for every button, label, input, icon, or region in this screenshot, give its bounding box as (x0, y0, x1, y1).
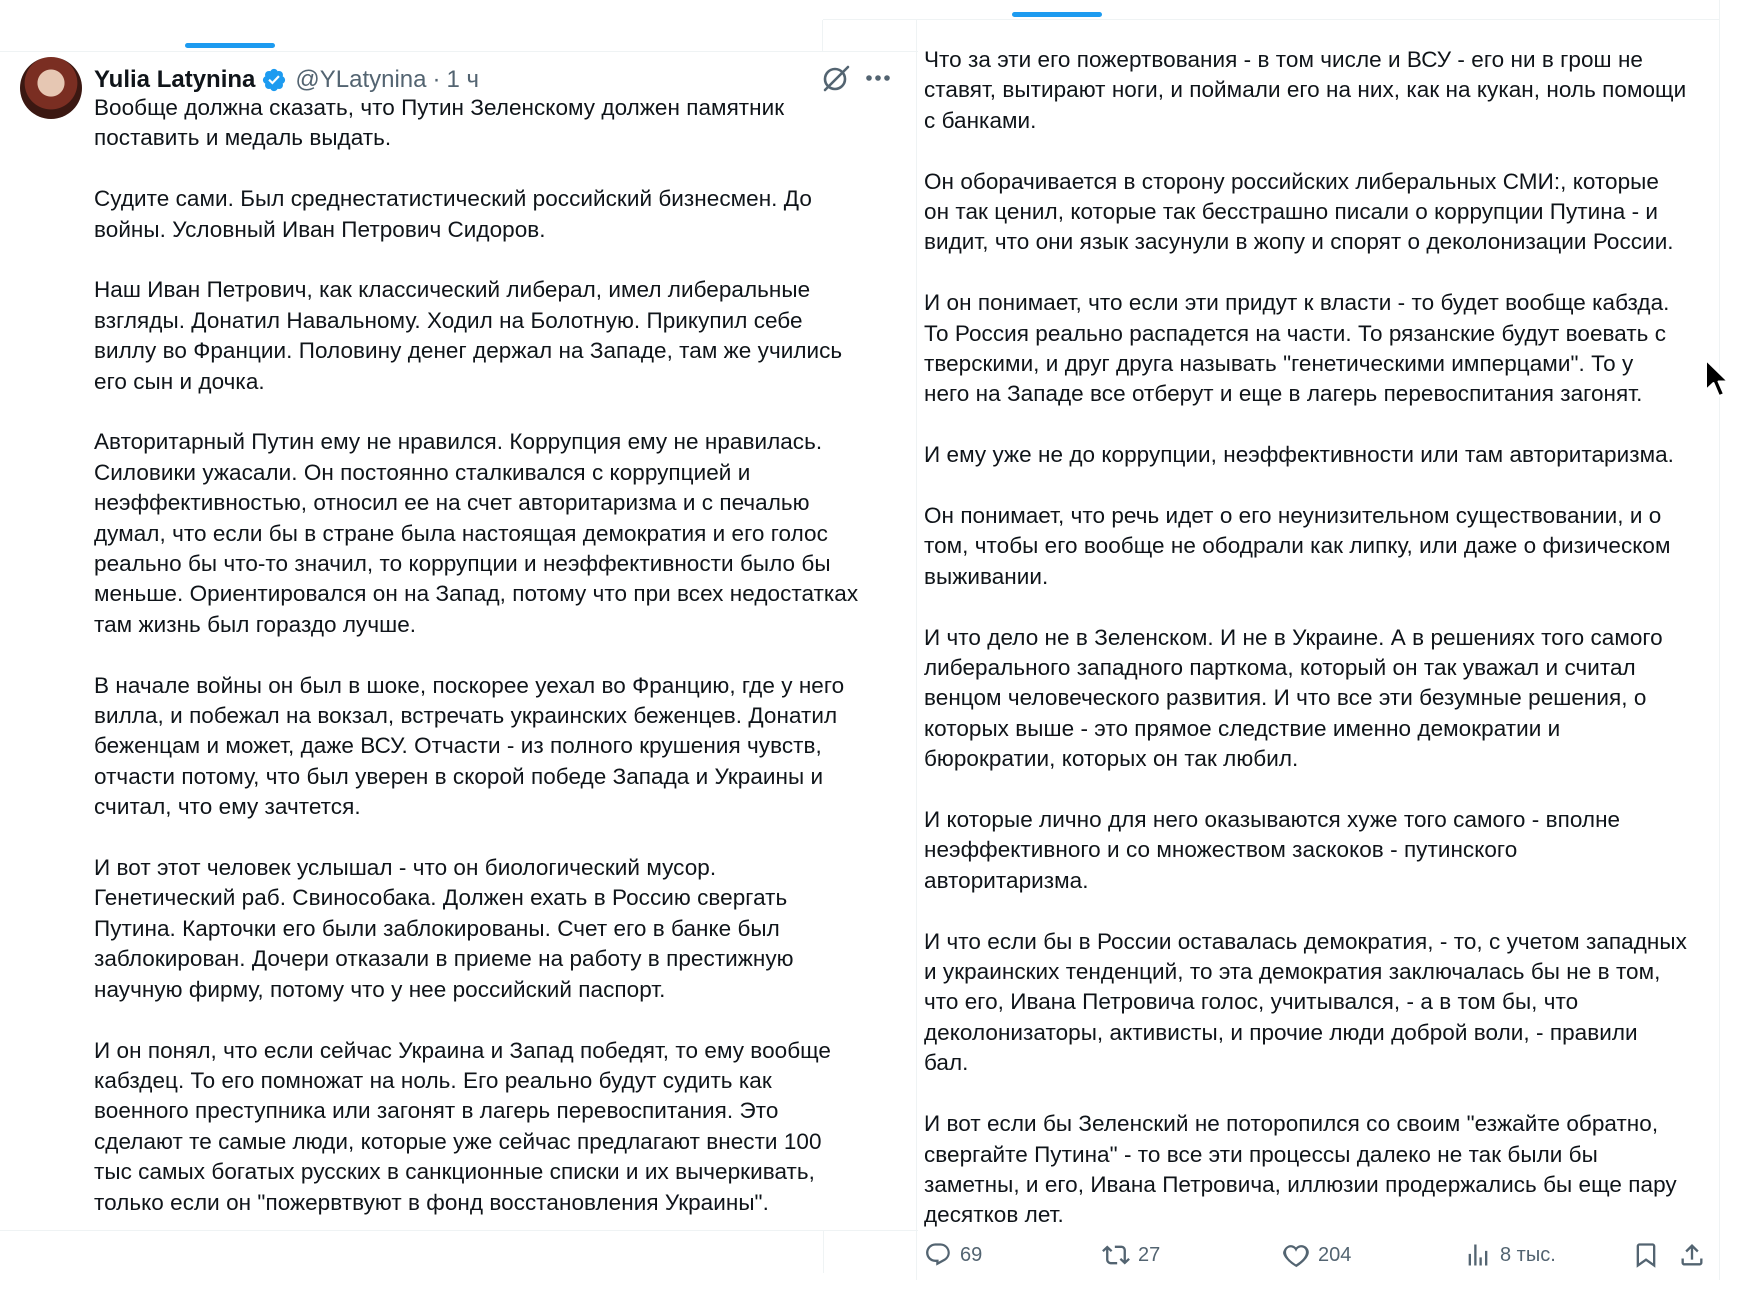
tweet-action-bar (924, 1233, 1726, 1277)
left-text-line: научную фирму, потому что у нее российский паспорт. (94, 976, 666, 1002)
left-paragraph (94, 427, 894, 640)
left-paragraph (94, 275, 894, 397)
right-paragraph (924, 1109, 1732, 1231)
right-paragraph (924, 501, 1732, 592)
right-text-line: том, чтобы его вообще не ободрали как липку, или даже о физическом (924, 533, 1671, 559)
right-paragraph (924, 167, 1732, 258)
panel-divider (916, 20, 917, 1280)
author-handle[interactable]: @YLatynina (295, 66, 427, 93)
right-paragraph (924, 623, 1732, 775)
more-icon[interactable] (858, 60, 898, 96)
tweet-time[interactable]: 1 ч (446, 66, 480, 93)
tab-indicator-right (1012, 12, 1102, 17)
left-text-line: И вот этот человек услышал - что он биологический мусор. (94, 855, 717, 881)
right-text-line: бал. (924, 1050, 969, 1076)
right-text-line: деколонизаторы, активисты, и прочие люди доброй воли, - правили (924, 1019, 1638, 1045)
right-text-line: авторитаризма. (924, 867, 1089, 893)
left-text-line: меньше. Ориентировался он на Запад, потому что при всех недостатках (94, 581, 859, 607)
left-text-line: там жизнь был гораздо лучше. (94, 611, 417, 637)
retweet-count: 27 (1138, 1243, 1161, 1266)
right-text-line: которых выше - это прямое следствие именно демократии и (924, 715, 1561, 741)
author-name[interactable]: Yulia Latynina (94, 66, 256, 93)
left-paragraph (94, 1036, 894, 1218)
right-paragraph (924, 805, 1732, 896)
right-text-line: И что дело не в Зеленском. И не в Украине. А в решениях того самого (924, 624, 1663, 650)
divider-vertical-top (822, 20, 823, 52)
right-text-line: свергайте Путина" - то все эти процессы далеко не так были бы (924, 1141, 1598, 1167)
grok-icon[interactable] (818, 60, 854, 96)
left-paragraph (94, 671, 894, 823)
right-text-line: бюрократии, которых он так любил. (924, 746, 1299, 772)
right-text-line: десятков лет. (924, 1202, 1064, 1228)
left-text-line: отчасти потому, что был уверен в скорой победе Запада и Украины и (94, 763, 824, 789)
tweet-right-panel (918, 20, 1736, 1300)
right-text-line: тверскими, и друг друга называть "генетическими имперцами". То у (924, 351, 1634, 377)
left-text-line: заблокирован. Дочери отказали в приеме на работу в престижную (94, 946, 794, 972)
right-text-line: И которые лично для него оказываются хуже того самого - вполне (924, 807, 1621, 833)
left-text-line: вилла, и побежал на вокзал, встречать украинских беженцев. Донатил (94, 703, 838, 729)
right-text-line: Он оборачивается в сторону российских либеральных СМИ:, которые (924, 168, 1659, 194)
left-text-line: Путина. Карточки его были заблокированы. Счет его в банке был (94, 915, 780, 941)
reply-count: 69 (960, 1243, 983, 1266)
right-text-line: Он понимает, что речь идет о его неунизительном существовании, и о (924, 503, 1662, 529)
left-text-line: поставить и медаль выдать. (94, 125, 392, 151)
right-text-line: венцом человеческого развития. И что все эти безумные решения, о (924, 685, 1647, 711)
right-text-line: с банками. (924, 107, 1037, 133)
like-icon (1282, 1241, 1310, 1269)
retweet-button[interactable] (1102, 1233, 1160, 1277)
like-count: 204 (1318, 1243, 1352, 1266)
mouse-cursor-icon (1704, 358, 1732, 400)
left-text-line: реально бы что-то значил, то коррупции и неэффективности было бы (94, 551, 831, 577)
left-text-line: взгляды. Донатил Навальному. Ходил на Болотную. Прикупил себе (94, 307, 803, 333)
reply-button[interactable] (924, 1233, 982, 1277)
left-text-line: Судите сами. Был среднестатистический российский бизнесмен. До (94, 186, 812, 212)
left-text-line: И он понял, что если сейчас Украина и Запад победят, то ему вообще (94, 1037, 831, 1063)
left-text-line: беженцам и может, даже ВСУ. Отчасти - из полного крушения чувств, (94, 733, 822, 759)
left-text-line: Авторитарный Путин ему не нравился. Коррупция ему не нравилась. (94, 429, 823, 455)
right-text-line: И что если бы в России оставалась демократия, - то, с учетом западных (924, 928, 1687, 954)
views-icon (1464, 1241, 1492, 1269)
left-text-line: Генетический раб. Свинособака. Должен ехать в Россию свергать (94, 885, 788, 911)
right-text-line: ставят, вытирают ноги, и поймали его на них, как на кукан, ноль помощи (924, 77, 1687, 103)
right-text-line: неэффективного и со множеством заскоков - путинского (924, 837, 1518, 863)
left-text-line: Наш Иван Петрович, как классический либерал, имел либеральные (94, 277, 811, 303)
left-text-line: думал, что если бы в стране была настоящая демократия и его голос (94, 520, 828, 546)
left-paragraph (94, 853, 894, 1005)
like-button[interactable] (1282, 1233, 1351, 1277)
right-text-line: Что за эти его пожертвования - в том числе и ВСУ - его ни в грош не (924, 47, 1643, 72)
right-text-line: И вот если бы Зеленский не поторопился со своим "езжайте обратно, (924, 1111, 1659, 1137)
right-text-line: выживании. (924, 563, 1049, 589)
left-paragraph (94, 184, 894, 245)
left-text-line: войны. Условный Иван Петрович Сидоров. (94, 216, 546, 242)
bookmark-button[interactable] (1632, 1233, 1660, 1277)
right-paragraph (924, 288, 1732, 410)
reply-icon (924, 1241, 952, 1269)
left-paragraph (94, 93, 894, 154)
left-text-line: тыс самых богатых русских в санкционные списки и их вычеркивать, (94, 1159, 815, 1185)
header-separator: · (432, 66, 441, 93)
left-text-line: военного преступника или загонят в лагерь перевоспитания. Это (94, 1098, 779, 1124)
left-text-line: считал, что ему зачтется. (94, 794, 361, 820)
bookmark-icon (1632, 1241, 1660, 1269)
right-text-line: что его, Ивана Петровича голос, учитывался, - а в том бы, что (924, 989, 1579, 1015)
left-text-line: его сын и дочка. (94, 368, 265, 394)
left-text-line: кабздец. То его помножат на ноль. Его реально будут судить как (94, 1067, 772, 1093)
share-icon (1678, 1241, 1706, 1269)
tab-indicator-left (185, 43, 275, 48)
share-button[interactable] (1678, 1233, 1706, 1277)
left-text-line: В начале войны он был в шоке, поскорее уехал во Францию, где у него (94, 672, 845, 698)
left-text-line: Силовики ужасали. Он постоянно сталкивался с коррупцией и (94, 459, 751, 485)
right-text-line: заметны, и его, Ивана Петровича, иллюзии продержались бы еще пару (924, 1171, 1677, 1197)
right-paragraph (924, 440, 1732, 470)
left-text-line: сделают те самые люди, которые уже сейчас предлагают внести 100 (94, 1128, 822, 1154)
avatar[interactable] (20, 57, 82, 119)
left-text-line: только если он "пожервтвуют в фонд восстановления Украины". (94, 1189, 769, 1215)
right-text-line: и украинских тенденций, то эта демократия заключалась бы не в том, (924, 959, 1661, 985)
retweet-icon (1102, 1241, 1130, 1269)
left-text-line: неэффективностью, относил ее на счет авторитаризма и с печалью (94, 490, 810, 516)
right-text-line: То Россия реально распадется на части. То рязанские будут воевать с (924, 320, 1667, 346)
right-text-line: него на Западе все отберут и еще в лагерь перевоспитания загонят. (924, 381, 1643, 407)
right-text-line: он так ценил, которые так бесстрашно писали о коррупции Путина - и (924, 199, 1659, 225)
right-paragraph (924, 45, 1732, 136)
views-count: 8 тыс. (1500, 1243, 1556, 1266)
tweet-text-right (924, 45, 1732, 1261)
views-button[interactable] (1464, 1233, 1556, 1277)
left-text-line: Вообще должна сказать, что Путин Зеленскому должен памятник (94, 95, 785, 120)
verified-badge-icon (261, 67, 287, 93)
right-paragraph (924, 927, 1732, 1079)
left-text-line: виллу во Франции. Половину денег держал на Западе, там же учились (94, 338, 843, 364)
right-text-line: видит, что они язык засунули в жопу и спорят о деколонизации России. (924, 229, 1674, 255)
tweet-text-left (94, 93, 894, 1248)
tweet-left-panel (0, 52, 916, 1242)
right-text-line: либерального западного парткома, который он так уважал и считал (924, 655, 1636, 681)
right-text-line: И он понимает, что если эти придут к власти - то будет вообще кабзда. (924, 290, 1670, 316)
right-text-line: И ему уже не до коррупции, неэффективности или там авторитаризма. (924, 442, 1674, 468)
